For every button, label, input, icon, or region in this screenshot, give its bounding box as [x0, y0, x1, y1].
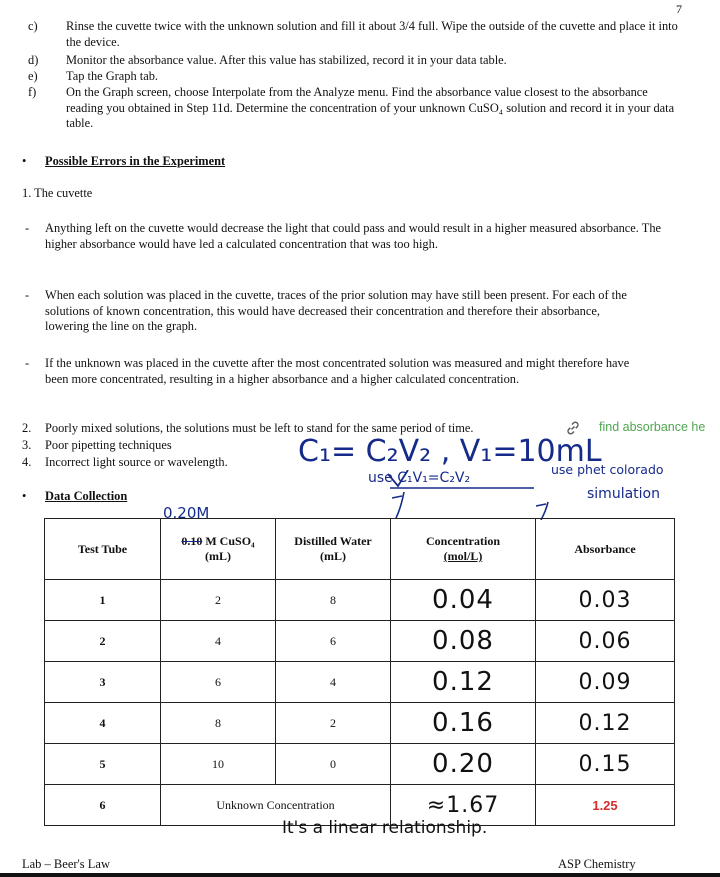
errors-bullet: • — [22, 154, 27, 168]
error-paragraph: If the unknown was placed in the cuvette after the most concentrated solution was measured and might therefore have been more concentrated, resulting in a higher absorbance and a higher calculated concentration. — [45, 356, 630, 386]
step-text: Rinse the cuvette twice with the unknown solution and fill it about 3/4 full. Wipe the outside of the cuvette and place it into the device. — [66, 19, 678, 49]
handwritten-phet-note-2: simulation — [587, 486, 660, 502]
concentration-cell: 0.20 — [391, 744, 536, 785]
dash-marker: - — [25, 221, 30, 235]
table-row — [45, 703, 675, 744]
footer-left: Lab – Beer's Law — [22, 857, 110, 871]
table-header-row — [45, 519, 675, 580]
step-text: Tap the Graph tab. — [66, 69, 159, 83]
error-text: Incorrect light source or wavelength. — [45, 455, 228, 469]
step-label: e) — [28, 69, 38, 83]
absorbance-cell: 0.03 — [536, 580, 675, 621]
error-item-1: 1. The cuvette — [22, 186, 93, 200]
step-e — [28, 69, 708, 85]
error-text: Poorly mixed solutions, the solutions must be left to stand for the same period of time. — [45, 421, 474, 435]
page-bottom-border — [0, 873, 720, 877]
step-c — [28, 19, 708, 51]
step-f — [28, 85, 708, 133]
handwritten-formula: C₁= C₂V₂ , V₁=10mL — [298, 434, 602, 469]
concentration-cell: 0.04 — [391, 580, 536, 621]
concentration-cell: ≈1.67 — [391, 785, 536, 826]
tube-cell: 2 — [45, 621, 161, 662]
step-d — [28, 53, 708, 69]
handwritten-use-note: use C₁V₁=C₂V₂ — [368, 470, 471, 486]
header-concentration — [391, 519, 536, 580]
absorbance-cell: 1.25 — [536, 785, 675, 826]
concentration-cell: 0.12 — [391, 662, 536, 703]
errors-heading: Possible Errors in the Experiment — [45, 154, 226, 168]
step-label: f) — [28, 85, 37, 99]
data-table — [44, 518, 675, 826]
handwritten-concentration-correction: 0.20M — [163, 504, 210, 522]
step-text: Monitor the absorbance value. After this value has stabilized, record it in your data table. — [66, 53, 507, 67]
cuso4-cell: 2 — [161, 580, 276, 621]
data-bullet: • — [22, 489, 27, 503]
table-row — [45, 662, 675, 703]
cuso4-cell: 10 — [161, 744, 276, 785]
dash-marker: - — [25, 288, 30, 302]
handwritten-phet-note: use phet colorado — [551, 462, 664, 477]
absorbance-cell: 0.09 — [536, 662, 675, 703]
absorbance-cell: 0.06 — [536, 621, 675, 662]
water-cell: 4 — [276, 662, 391, 703]
handwritten-marks — [384, 470, 714, 520]
absorbance-cell: 0.15 — [536, 744, 675, 785]
tube-cell: 6 — [45, 785, 161, 826]
cuso4-cell: 4 — [161, 621, 276, 662]
water-cell: 6 — [276, 621, 391, 662]
cuso4-cell: 8 — [161, 703, 276, 744]
header-cuso4 — [161, 519, 276, 580]
header-conc-unit: (mol/L) — [443, 549, 483, 563]
water-cell: 0 — [276, 744, 391, 785]
absorbance-cell: 0.12 — [536, 703, 675, 744]
page-number: 7 — [676, 2, 682, 16]
concentration-cell: 0.16 — [391, 703, 536, 744]
error-number: 2. — [22, 421, 32, 435]
error-number: 3. — [22, 438, 32, 452]
table-row — [45, 580, 675, 621]
header-water — [276, 519, 391, 580]
footer-right: ASP Chemistry — [558, 857, 636, 871]
table-row — [45, 621, 675, 662]
cuso4-cell: 6 — [161, 662, 276, 703]
tube-cell: 3 — [45, 662, 161, 703]
header-cuso4-unit: (mL) — [205, 549, 231, 563]
table-row — [45, 744, 675, 785]
step-label: d) — [28, 53, 39, 67]
header-water-name: Distilled Water — [294, 534, 372, 548]
error-paragraph: When each solution was placed in the cuvette, traces of the prior solution may have still been present. For each of the solutions of known concentration, this would have decreased their concentration and therefore their absorbance, lowering the line on the graph. — [45, 288, 627, 334]
tube-cell: 5 — [45, 744, 161, 785]
concentration-cell: 0.08 — [391, 621, 536, 662]
tube-cell: 1 — [45, 580, 161, 621]
error-paragraph: Anything left on the cuvette would decrease the light that could pass and would result in a higher measured absorbance. The higher absorbance would have led a calculated concentration that was too high. — [45, 221, 662, 251]
error-text: Poor pipetting techniques — [45, 438, 172, 452]
header-conc-name: Concentration — [426, 534, 500, 548]
header-test-tube: Test Tube — [45, 519, 161, 580]
struck-concentration: 0.10 — [181, 534, 203, 548]
dash-marker: - — [25, 356, 30, 370]
link-text: find absorbance he — [599, 420, 706, 434]
header-absorbance: Absorbance — [536, 519, 675, 580]
header-water-unit: (mL) — [320, 549, 346, 563]
tube-cell: 4 — [45, 703, 161, 744]
step-text: On the Graph screen, choose Interpolate from the Analyze menu. Find the absorbance value closest to the absorbance reading you obtained in Step 11d. Determine the concentration of your unknown CuSO₄ solution and record it in your data table. — [66, 85, 675, 131]
water-cell: 2 — [276, 703, 391, 744]
data-heading: Data Collection — [45, 489, 128, 503]
header-cuso4-name: M CuSO₄ — [202, 534, 255, 548]
caption: It's a linear relationship. — [282, 818, 488, 838]
unknown-label-cell: Unknown Concentration — [161, 785, 391, 826]
error-number: 4. — [22, 455, 32, 469]
step-label: c) — [28, 19, 38, 33]
water-cell: 8 — [276, 580, 391, 621]
